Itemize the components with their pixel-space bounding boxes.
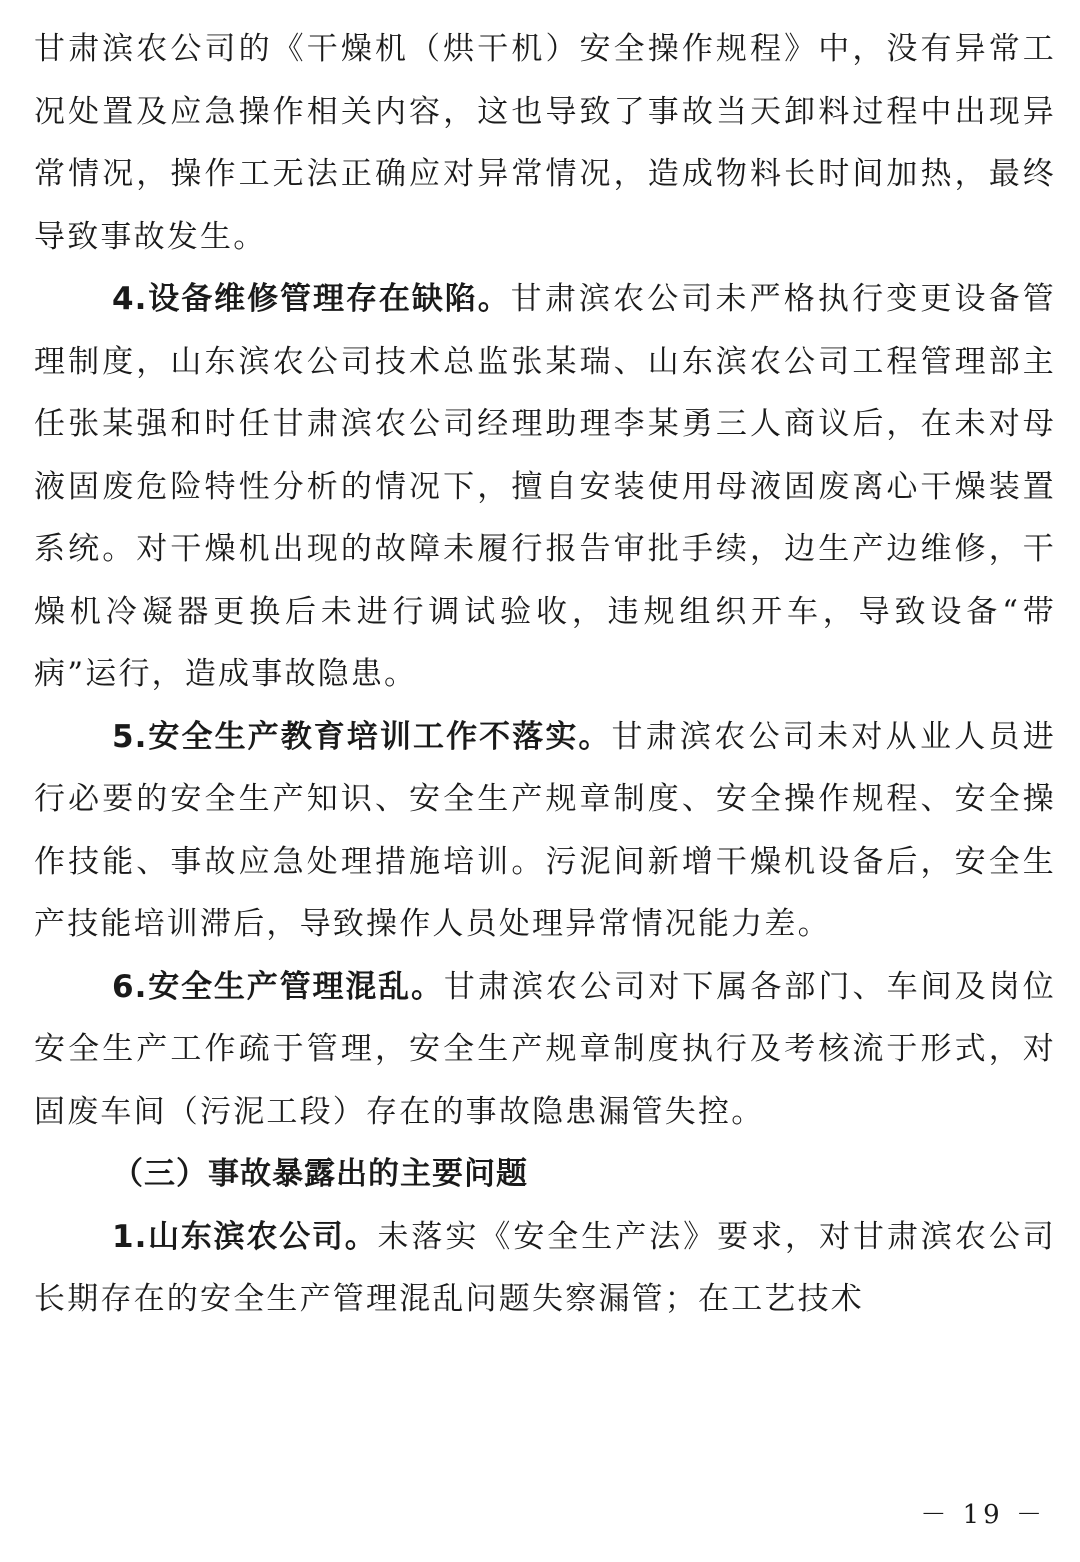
paragraph-lead: 1.山东滨农公司。 xyxy=(112,1218,378,1255)
paragraph-equipment-maintenance xyxy=(34,268,1056,706)
paragraph-text: 甘肃滨农公司未严格执行变更设备管理制度，山东滨农公司技术总监张某瑞、山东滨农公司工程管理部主任张某强和时任甘肃滨农公司经理助理李某勇三人商议后，在未对母液固废危险特性分析的情况下，擅自安装使用母液固废离心干燥装置系统。对干燥机出现的故障未履行报告审批手续，边生产边维修，干燥机冷凝器更换后未进行调试验收，违规组织开车，导致设备“带病”运行，造成事故隐患。 xyxy=(34,281,1056,692)
paragraph-safety-procedure xyxy=(34,18,1056,268)
section-heading: （三）事故暴露出的主要问题 xyxy=(112,1156,528,1192)
paragraph-text: 甘肃滨农公司的《干燥机（烘干机）安全操作规程》中，没有异常工况处置及应急操作相关内容，这也导致了事故当天卸料过程中出现异常情况，操作工无法正确应对异常情况，造成物料长时间加热，最终导致事故发生。 xyxy=(34,31,1056,255)
paragraph-safety-management xyxy=(34,956,1056,1144)
paragraph-lead: 6.安全生产管理混乱。 xyxy=(112,968,444,1005)
paragraph-lead: 4.设备维修管理存在缺陷。 xyxy=(112,281,511,317)
document-body xyxy=(34,18,1056,1331)
paragraph-shandong-binnong xyxy=(34,1206,1056,1331)
page-number: － 19 － xyxy=(920,1500,1046,1530)
paragraph-safety-training xyxy=(34,706,1056,956)
paragraph-text: 未落实《安全生产法》要求，对甘肃滨农公司长期存在的安全生产管理混乱问题失察漏管；在工艺技术 xyxy=(34,1218,1056,1317)
paragraph-text: 甘肃滨农公司未对从业人员进行必要的安全生产知识、安全生产规章制度、安全操作规程、安全操作技能、事故应急处理措施培训。污泥间新增干燥机设备后，安全生产技能培训滞后，导致操作人员处理异常情况能力差。 xyxy=(34,718,1056,942)
paragraph-text: 甘肃滨农公司对下属各部门、车间及岗位安全生产工作疏于管理，安全生产规章制度执行及考核流于形式，对固废车间（污泥工段）存在的事故隐患漏管失控。 xyxy=(34,968,1056,1130)
paragraph-lead: 5.安全生产教育培训工作不落实。 xyxy=(112,718,612,755)
